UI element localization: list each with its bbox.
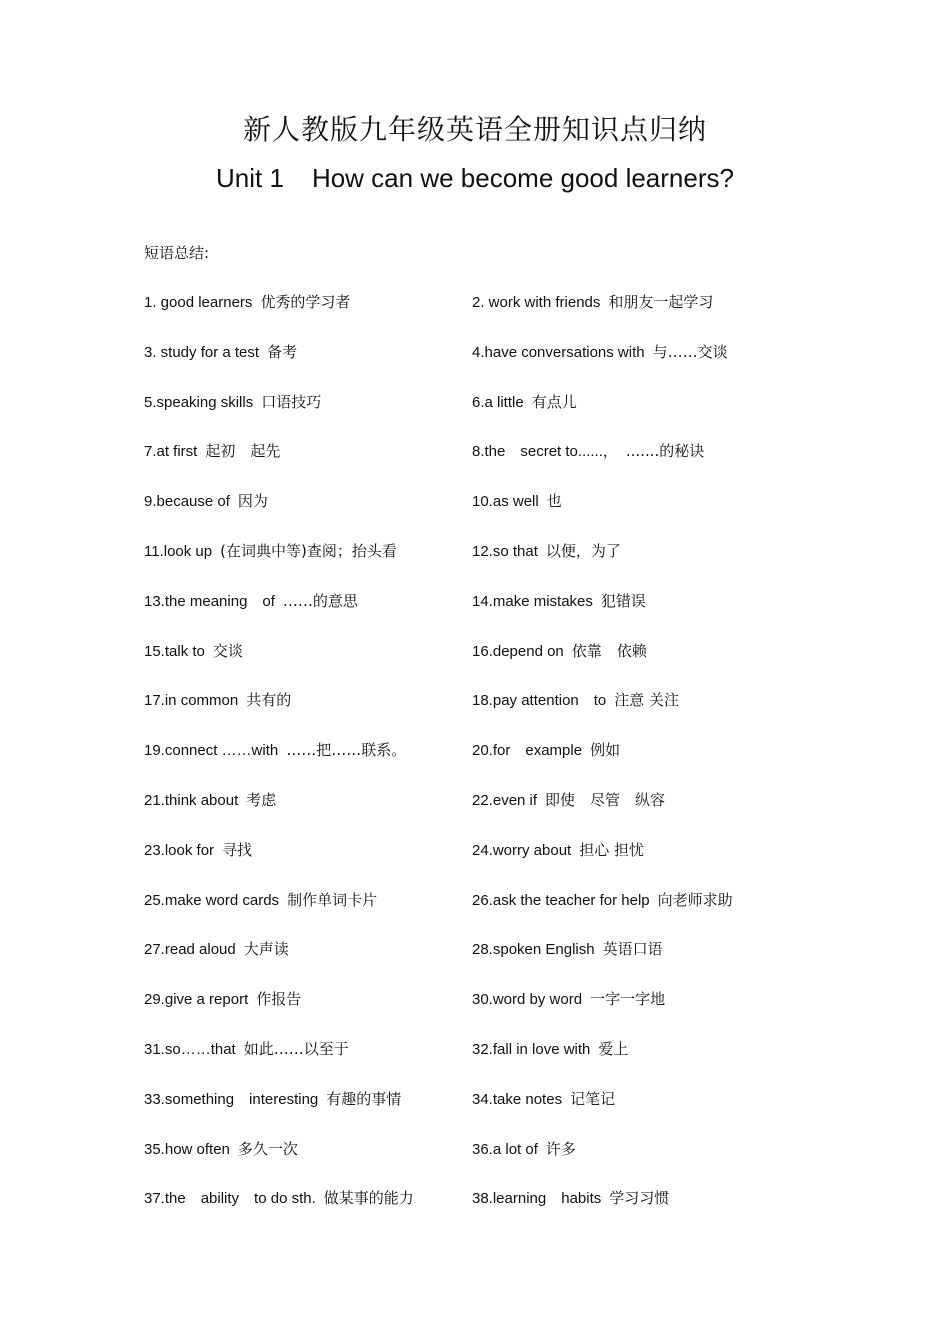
phrase-chinese: 备考 [267,342,298,361]
phrase-chinese: 英语口语 [602,940,663,959]
phrase-english: 37.the ability to do sth. [144,1190,316,1208]
phrase-english: 34.take notes [472,1090,563,1108]
phrase-english: 16.depend on [472,642,564,660]
phrase-item-right [472,988,665,1009]
phrase-chinese: 多久一次 [237,1139,298,1158]
phrase-row [0,291,950,341]
phrase-chinese: 作报告 [256,990,302,1009]
phrase-chinese: 向老师求助 [657,890,733,909]
document-title: 新人教版九年级英语全册知识点归纳 [242,113,707,146]
phrase-item-left [144,839,252,860]
phrase-chinese: (在词典中等)查阅；抬头看 [220,541,397,560]
phrase-item-right [472,938,663,959]
phrase-row [0,490,950,540]
phrase-english: 28.spoken English [472,941,595,959]
phrase-row [0,391,950,441]
phrase-row [0,1038,950,1088]
phrase-chinese: 因为 [237,492,268,511]
phrase-chinese: 制作单词卡片 [287,890,378,909]
phrase-item-right [472,391,577,412]
phrase-chinese: 如此……以至于 [243,1039,349,1058]
phrase-english: 7.at first [144,443,198,461]
phrase-english: 38.learning habits [472,1190,602,1208]
phrase-row [0,440,950,490]
phrase-item-right [472,540,621,561]
phrase-english: 31.so……that [144,1040,236,1058]
unit-label: Unit 1 [216,163,284,193]
phrase-row [0,540,950,590]
phrase-item-right [472,1088,615,1109]
phrase-list [0,291,950,1237]
phrase-item-left [144,1187,414,1208]
phrase-chinese: 也 [546,492,562,511]
phrase-chinese: 记笔记 [570,1089,616,1108]
phrase-chinese: 优秀的学习者 [260,293,351,311]
phrase-english: 12.so that [472,542,538,560]
phrase-row [0,938,950,988]
phrase-english: 24.worry about [472,841,572,859]
phrase-item-right [472,440,704,461]
phrase-english: 1. good learners [144,294,253,311]
phrase-english: 19.connect ……with [144,742,279,760]
phrase-chinese: 起初 起先 [205,442,281,461]
phrase-item-left [144,689,291,710]
phrase-item-right [472,689,679,710]
phrase-chinese: 许多 [545,1139,576,1158]
phrase-chinese: ……的意思 [282,591,358,610]
phrase-english: 33.something interesting [144,1090,319,1108]
phrase-item-left [144,540,397,561]
phrase-english: 11.look up [144,542,213,560]
phrase-row [0,988,950,1038]
phrase-row [0,839,950,889]
phrase-english: 23.look for [144,841,215,859]
phrase-chinese: 注意 关注 [614,691,680,710]
phrase-chinese: 有点儿 [531,392,577,411]
phrase-english: 17.in common [144,692,239,710]
phrase-item-right [472,640,647,661]
phrase-chinese: 与……交谈 [652,342,728,361]
phrase-item-left [144,440,280,461]
phrase-item-left [144,341,297,362]
phrase-item-left [144,789,276,810]
phrase-item-right [472,739,620,760]
phrase-item-right [472,590,646,611]
phrase-english: 2. work with friends [472,294,601,311]
phrase-item-right [472,889,733,910]
phrase-english: 13.the meaning of [144,592,275,610]
phrase-english: 22.even if [472,791,538,809]
phrase-english: 20.for example [472,742,583,760]
phrase-english: 10.as well [472,493,539,511]
phrase-item-right [472,1138,576,1159]
phrase-chinese: 担心 担忧 [579,840,645,859]
phrase-row [0,640,950,690]
phrase-row [0,341,950,391]
phrase-item-left [144,590,358,611]
phrase-english: 32.fall in love with [472,1040,591,1058]
phrase-item-right [472,839,644,860]
phrase-item-left [144,889,377,910]
unit-title: How can we become good learners? [311,163,734,193]
phrase-row [0,1138,950,1188]
phrase-item-right [472,291,713,312]
phrase-item-left [144,1038,349,1059]
phrase-row [0,1187,950,1237]
phrase-english: 9.because of [144,493,230,511]
phrase-item-left [144,739,406,760]
phrase-chinese: .......的秘诀 [625,442,705,461]
phrase-item-left [144,490,268,511]
phrase-chinese: 交谈 [212,641,243,660]
phrase-chinese: 即使 尽管 纵容 [545,790,666,809]
phrase-english: 15.talk to [144,642,205,660]
phrase-item-right [472,789,665,810]
phrase-english: 27.read aloud [144,941,236,959]
phrase-chinese: 和朋友一起学习 [608,293,714,311]
phrase-row [0,590,950,640]
phrase-chinese: 考虑 [246,790,277,809]
phrase-english: 29.give a report [144,991,249,1009]
phrase-item-left [144,640,243,661]
phrase-row [0,689,950,739]
phrase-item-right [472,341,728,362]
phrase-item-right [472,1038,628,1059]
phrase-chinese: 依靠 依赖 [571,641,647,660]
phrase-chinese: 大声读 [243,940,289,959]
phrase-english: 5.speaking skills [144,393,254,411]
phrase-english: 26.ask the teacher for help [472,891,650,909]
phrase-english: 3. study for a test [144,343,260,361]
phrase-item-left [144,938,289,959]
phrase-english: 18.pay attention to [472,692,607,710]
phrase-row [0,889,950,939]
unit-heading [0,163,950,194]
phrase-chinese: 寻找 [222,840,253,859]
phrase-english: 25.make word cards [144,891,280,909]
phrase-chinese: 共有的 [246,691,292,710]
phrase-item-left [144,988,301,1009]
phrase-chinese: 有趣的事情 [326,1089,402,1108]
section-label: 短语总结: [144,244,210,262]
phrase-item-left [144,391,321,412]
phrase-item-right [472,490,562,511]
phrase-chinese: 爱上 [598,1039,629,1058]
phrase-row [0,1088,950,1138]
phrase-item-right [472,1187,669,1208]
phrase-row [0,789,950,839]
phrase-item-left [144,291,350,312]
phrase-english: 30.word by word [472,991,583,1009]
phrase-chinese: 口语技巧 [261,392,322,411]
phrase-english: 14.make mistakes [472,592,593,610]
phrase-item-left [144,1088,401,1109]
phrase-chinese: 犯错误 [600,591,646,610]
phrase-chinese: 学习习惯 [609,1189,670,1208]
phrase-item-left [144,1138,298,1159]
phrase-english: 21.think about [144,791,239,809]
phrase-english: 6.a little [472,393,524,411]
phrase-chinese: 一字一字地 [590,990,666,1009]
phrase-chinese: ……把……联系。 [286,741,407,760]
phrase-english: 36.a lot of [472,1140,538,1158]
phrase-row [0,739,950,789]
phrase-chinese: 以便，为了 [545,541,621,560]
phrase-chinese: 做某事的能力 [323,1189,414,1208]
phrase-english: 4.have conversations with [472,343,645,361]
phrase-english: 8.the secret to......， [472,443,618,461]
phrase-english: 35.how often [144,1140,230,1158]
phrase-chinese: 例如 [590,741,621,760]
